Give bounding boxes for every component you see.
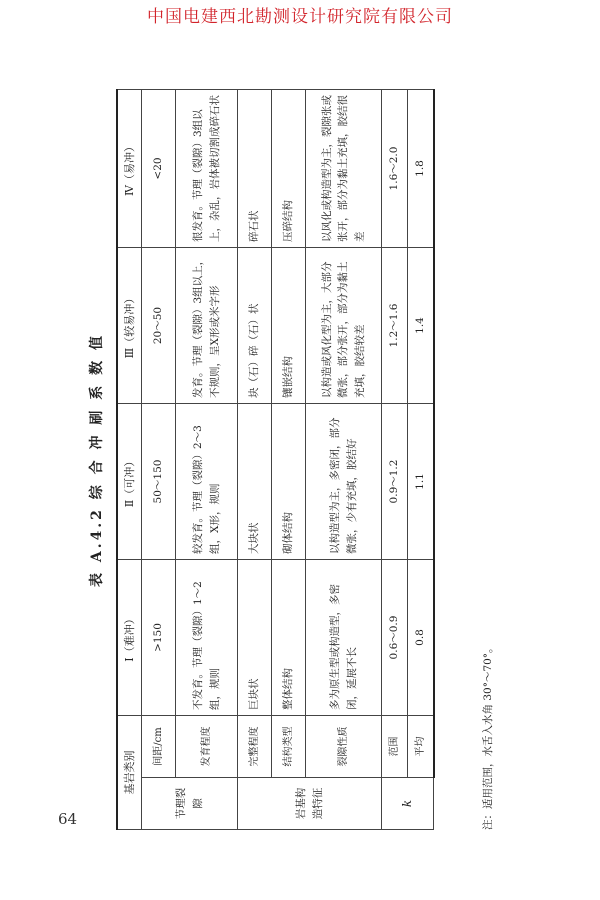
header-class-3: Ⅲ（较易冲） <box>117 248 142 404</box>
rotated-table-region <box>86 90 506 830</box>
table-row <box>176 90 238 830</box>
table-cell: 1.1 <box>408 404 434 560</box>
group-structure-label: 岩基构造特征 <box>238 778 382 830</box>
row-label-k-range: 范围 <box>382 716 408 778</box>
table-note: 注：适用范围，水舌入水角 30°～70°。 <box>482 642 494 830</box>
header-class-4: Ⅳ（易冲） <box>117 90 142 248</box>
table-row <box>382 90 408 830</box>
table-row <box>238 90 272 830</box>
table-cell: >150 <box>142 560 176 716</box>
table-cell: 0.8 <box>408 560 434 716</box>
table-header-row <box>117 90 142 830</box>
k-symbol: k <box>382 778 434 830</box>
table-cell: 较发育。节理（裂隙）2～3组，X形，规则 <box>176 404 238 560</box>
table-cell: 1.6～2.0 <box>382 90 408 248</box>
table-cell: 块（石）碎（石）状 <box>238 248 272 404</box>
watermark: 中国电建西北勘测设计研究院有限公司 <box>147 7 453 27</box>
table-cell: 50～150 <box>142 404 176 560</box>
table-cell: 砌体结构 <box>272 404 306 560</box>
table-cell: 碎石状 <box>238 90 272 248</box>
table-row <box>142 90 176 830</box>
table-cell: 大块状 <box>238 404 272 560</box>
row-label-spacing: 间距/cm <box>142 716 176 778</box>
table-cell: 很发育。节理（裂隙）3组以上，杂乱，岩体被切割成碎石状 <box>176 90 238 248</box>
row-label-structure-type: 结构类型 <box>272 716 306 778</box>
table-row <box>306 90 382 830</box>
table-cell: 1.8 <box>408 90 434 248</box>
table-cell: <20 <box>142 90 176 248</box>
table-row <box>272 90 306 830</box>
table-cell: 镶嵌结构 <box>272 248 306 404</box>
table-cell: 不发育。节理（裂隙）1～2组，规则 <box>176 560 238 716</box>
table-cell: 整体结构 <box>272 560 306 716</box>
table-caption: 表 A.4.2 综 合 冲 刷 系 数 值 <box>89 332 105 588</box>
header-class-2: Ⅱ（可冲） <box>117 404 142 560</box>
table-cell: 以风化或构造型为主，裂隙张或张开，部分为黏土充填，胶结很差 <box>306 90 382 248</box>
table-cell: 以构造或风化型为主，大部分微张，部分张开，部分为黏土充填，胶结较差 <box>306 248 382 404</box>
row-label-fracture: 裂隙性质 <box>306 716 382 778</box>
table-cell: 巨块状 <box>238 560 272 716</box>
table-cell: 1.2～1.6 <box>382 248 408 404</box>
table-row <box>408 90 434 830</box>
table-cell: 以构造型为主，多密闭，部分微张，少有充填，胶结好 <box>306 404 382 560</box>
row-label-integrity: 完整程度 <box>238 716 272 778</box>
table-cell: 发育。节理（裂隙）3组以上，不规则，呈X形或米字形 <box>176 248 238 404</box>
table-cell: 多为原生型或构造型，多密闭，延展不长 <box>306 560 382 716</box>
table-cell: 0.9～1.2 <box>382 404 408 560</box>
row-label-k-avg: 平均 <box>408 716 434 778</box>
table-cell: 1.4 <box>408 248 434 404</box>
table-cell: 0.6～0.9 <box>382 560 408 716</box>
rock-category-header: 基岩类别 <box>117 716 142 830</box>
page-number: 64 <box>58 810 78 828</box>
group-joint-label: 节理裂隙 <box>142 778 238 830</box>
header-class-1: Ⅰ（难冲） <box>117 560 142 716</box>
table-cell: 压碎结构 <box>272 90 306 248</box>
table-cell: 20～50 <box>142 248 176 404</box>
scour-coefficient-table <box>116 89 435 830</box>
row-label-development: 发育程度 <box>176 716 238 778</box>
